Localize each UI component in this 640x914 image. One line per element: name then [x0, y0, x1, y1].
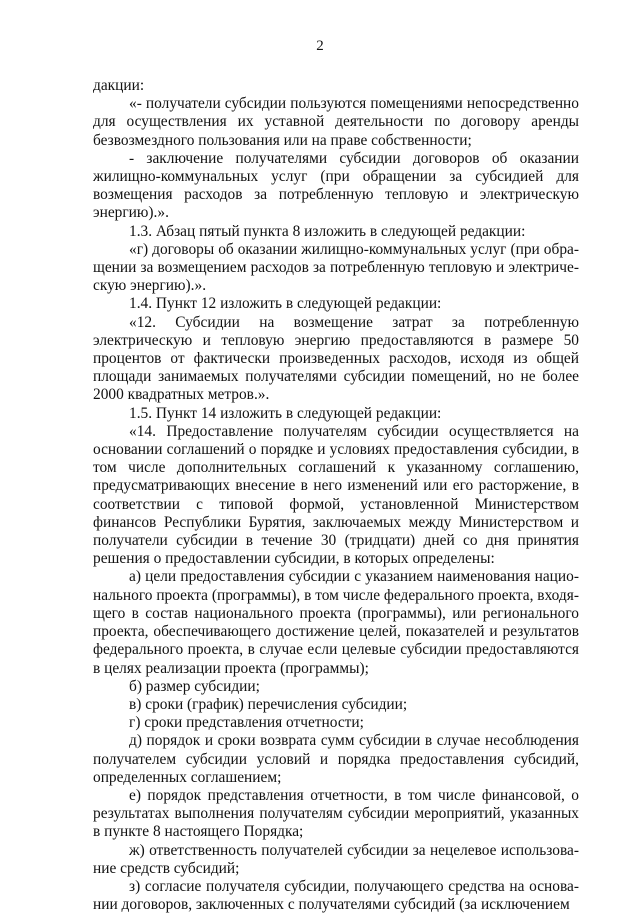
list-item-v: в) сроки (график) перечисления субсидии;: [129, 695, 408, 713]
list-item-zh: ж) ответственность получателей субсидии за нецелевое использование средств субсидий;: [93, 841, 579, 877]
paragraph-item-1-5: 1.5. Пункт 14 изложить в следующей редакции:: [129, 404, 442, 422]
paragraph-utility-contracts: - заключение получателями субсидии договоров об оказании жилищно-коммунальных услуг (при обращении за субсидией для возмещения расходов за потребленную тепловую и электрическую энергию).».: [93, 149, 579, 222]
list-item-z: з) согласие получателя субсидии, получающего средства на основании договоров, заключенных с получателями субсидий (за исключением: [93, 877, 579, 914]
list-item-a: а) цели предоставления субсидии с указанием наименования национального проекта (программы), в том числе федерального проекта, входящего в состав национального проекта (программы), или регионального проекта, обеспечивающего достижение целей, показателей и результатов федерального проекта, в случае если целевые субсидии предоставляются в целях реализации проекта (программы);: [93, 568, 579, 677]
list-item-g: г) сроки представления отчетности;: [129, 714, 364, 732]
paragraph-quote-premises: «- получатели субсидии пользуются помещениями непосредственно для осуществления их уставной деятельности по договору аренды безвозмездного пользования или на праве собственности;: [93, 95, 579, 149]
paragraph-continuation: дакции:: [93, 77, 145, 94]
list-item-e: е) порядок представления отчетности, в том числе финансовой, о результатах выполнения получателям субсидии мероприятий, указанных в пункте 8 настоящего Порядка;: [93, 786, 579, 841]
list-item-d: д) порядок и сроки возврата сумм субсидии в случае несоблюдения получателем субсидии условий и порядка предоставления субсидий, определенных соглашением;: [93, 732, 579, 786]
paragraph-point-14: «14. Предоставление получателям субсидии осуществляется на основании соглашений о порядке и условиях предоставления субсидии, в том числе дополнительных соглашений к указанному соглашению, предусматривающих внесение в него изменений или его расторжение, в соответствии с типовой формой, установленной Министерством финансов Республики Бурятия, заключаемых между Министерством и получатели субсидии в течение 30 (тридцати) дней со дня принятия решения о предоставлении субсидии, в которых определены:: [93, 422, 579, 568]
paragraph-item-1-4: 1.4. Пункт 12 изложить в следующей редакции:: [129, 295, 442, 313]
paragraph-item-1-3: 1.3. Абзац пятый пункта 8 изложить в следующей редакции:: [129, 222, 526, 240]
list-item-b: б) размер субсидии;: [129, 677, 260, 695]
paragraph-point-12: «12. Субсидии на возмещение затрат за потребленную электрическую и тепловую энергию предоставляются в размере 50 процентов от фактически произведенных расходов, исходя из общей площади занимаемых получателями субсидии помещений, но не более 2000 квадратных метров.».: [93, 313, 579, 404]
page-number: 2: [316, 38, 324, 54]
document-body: [93, 77, 579, 914]
paragraph-subitem-g: «г) договоры об оказании жилищно-коммунальных услуг (при обращении за возмещением расходов за потребленную тепловую и электрическую энергию).».: [93, 240, 579, 295]
